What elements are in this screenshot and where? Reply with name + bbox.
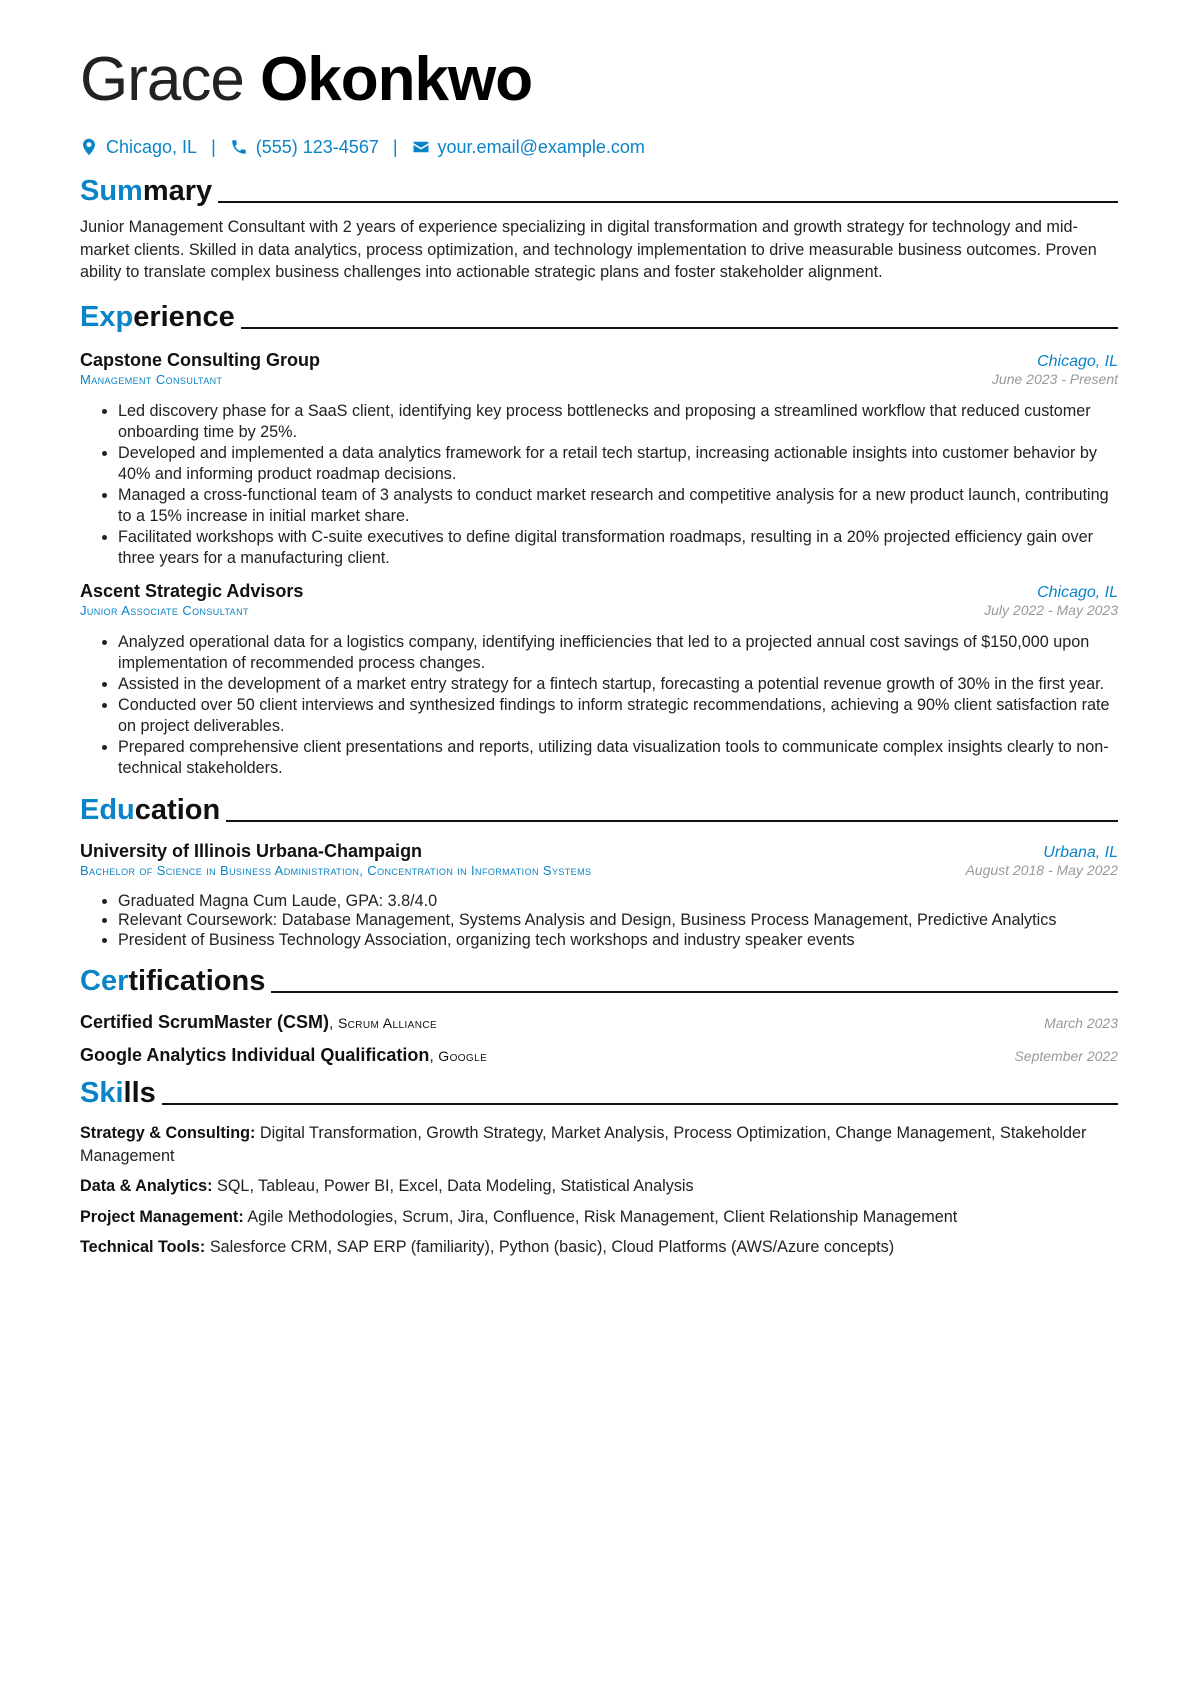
section-header-summary (80, 172, 1118, 208)
degree: Bachelor of Science in Business Administration, Concentration in Information Systems (80, 862, 592, 878)
section-rule (226, 820, 1118, 822)
skill-value: Agile Methodologies, Scrum, Jira, Confluence, Risk Management, Client Relationship Management (247, 1207, 958, 1226)
job-entry (80, 350, 1118, 569)
school-location: Urbana, IL (1043, 843, 1118, 861)
job-bullets (80, 632, 1118, 779)
skill-label: Strategy & Consulting: (80, 1124, 256, 1142)
contact-separator: | (392, 136, 398, 157)
job-dates: July 2022 - May 2023 (984, 601, 1118, 618)
bullet-item: • Developed and implemented a data analytics framework for a retail tech startup, increasing actionable insights into customer behavior by 40% and informing product roadmap decisions. (118, 443, 1118, 485)
skill-label: Project Management: (80, 1207, 244, 1226)
job-location: Chicago, IL (1037, 352, 1118, 370)
first-name: Grace (80, 45, 244, 114)
bullet-item: • Managed a cross-functional team of 3 analysts to conduct market research and competitive analysis for a new product launch, contributing to a 15% increase in initial market share. (118, 485, 1118, 527)
section-title: Summary (80, 175, 213, 207)
skill-row (80, 1236, 1118, 1259)
section-header-skills (80, 1074, 1118, 1110)
section-rule (218, 201, 1118, 203)
certification-name: Certified ScrumMaster (CSM) (80, 1012, 330, 1032)
section-header-experience (80, 298, 1118, 334)
bullet-item: • Analyzed operational data for a logistics company, identifying inefficiencies that led to a projected annual cost savings of $150,000 upon implementation of recommended process changes. (118, 632, 1118, 674)
contact-bar (80, 134, 1118, 160)
bullet-item: • Relevant Coursework: Database Management, Systems Analysis and Design, Business Process Management, Predictive Analytics (118, 911, 1118, 931)
section-title: Skills (80, 1077, 156, 1109)
skill-label: Technical Tools: (80, 1238, 206, 1256)
section-header-certifications (80, 962, 1118, 998)
education-dates: August 2018 - May 2022 (965, 861, 1118, 878)
skill-value: Salesforce CRM, SAP ERP (familiarity), Python (basic), Cloud Platforms (AWS/Azure concepts) (209, 1238, 895, 1256)
certification-item: Certified ScrumMaster (CSM), Scrum Alliance March 2023 (80, 1012, 1118, 1032)
section-rule (271, 991, 1118, 993)
email-link[interactable]: your.email@example.com (437, 136, 645, 157)
education-bullets (80, 892, 1118, 951)
phone-text: (555) 123-4567 (255, 136, 379, 157)
summary-text: Junior Management Consultant with 2 years of experience specializing in digital transformation and growth strategy for technology and mid-market clients. Skilled in data analytics, process optimization, and technology implementation to drive measurable business outcomes. Proven ability to translate complex business challenges into actionable strategic plans and foster stakeholder alignment. (80, 218, 1097, 281)
phone-icon (230, 138, 248, 156)
section-title: Education (80, 793, 221, 826)
skill-value: Digital Transformation, Growth Strategy, Market Analysis, Process Optimization, Change Management, Stakeholder Management (80, 1124, 1087, 1165)
last-name: Okonkwo (260, 45, 533, 114)
contact-email[interactable] (412, 137, 645, 158)
certification-date: September 2022 (1014, 1048, 1118, 1064)
job-role: Junior Associate Consultant (80, 602, 249, 618)
location-text: Chicago, IL (106, 136, 198, 157)
skill-row (80, 1122, 1118, 1167)
bullet-item: • Assisted in the development of a market entry strategy for a fintech startup, forecasting a potential revenue growth of 30% in the first year. (118, 674, 1118, 695)
contact-location (80, 137, 197, 158)
job-location: Chicago, IL (1037, 583, 1118, 601)
certification-issuer: Google (438, 1048, 488, 1064)
bullet-item: • Graduated Magna Cum Laude, GPA: 3.8/4.0 (118, 892, 1118, 912)
contact-phone[interactable] (230, 137, 379, 158)
job-dates: June 2023 - Present (991, 370, 1118, 387)
school-name: University of Illinois Urbana-Champaign (80, 840, 423, 861)
skill-row (80, 1175, 1118, 1198)
job-bullets (80, 401, 1118, 569)
section-header-education (80, 791, 1118, 827)
section-title: Experience (80, 300, 235, 333)
contact-separator: | (211, 136, 216, 157)
map-pin-icon (80, 138, 98, 156)
job-entry (80, 581, 1118, 779)
skill-value: SQL, Tableau, Power BI, Excel, Data Modeling, Statistical Analysis (217, 1177, 694, 1195)
job-role: Management Consultant (80, 371, 223, 387)
bullet-item: • Prepared comprehensive client presentations and reports, utilizing data visualization tools to communicate complex insights clearly to non-technical stakeholders. (118, 737, 1118, 779)
education-entry (80, 841, 1118, 951)
bullet-item: • Led discovery phase for a SaaS client, identifying key process bottlenecks and proposing a streamlined workflow that reduced customer onboarding time by 25%. (118, 401, 1118, 443)
company-name: Capstone Consulting Group (80, 349, 320, 370)
company-name: Ascent Strategic Advisors (80, 580, 304, 601)
bullet-item: • President of Business Technology Association, organizing tech workshops and industry speaker events (118, 931, 1118, 951)
section-rule (162, 1103, 1118, 1105)
bullet-item: • Conducted over 50 client interviews and synthesized findings to inform strategic recommendations, achieving a 90% client satisfaction rate on project deliverables. (118, 695, 1118, 737)
certification-name: Google Analytics Individual Qualification (80, 1045, 430, 1065)
certification-issuer: Scrum Alliance (337, 1015, 438, 1031)
candidate-name (80, 40, 1118, 120)
bullet-item: • Facilitated workshops with C-suite executives to define digital transformation roadmaps, resulting in a 20% projected efficiency gain over three years for a manufacturing client. (118, 527, 1118, 569)
section-title: Certifications (80, 965, 266, 997)
section-rule (241, 327, 1118, 329)
skill-row (80, 1206, 1118, 1229)
certification-date: March 2023 (1044, 1015, 1118, 1031)
certification-item: Google Analytics Individual Qualification, Google September 2022 (80, 1045, 1118, 1065)
envelope-icon (412, 138, 430, 156)
skill-label: Data & Analytics: (80, 1177, 213, 1195)
